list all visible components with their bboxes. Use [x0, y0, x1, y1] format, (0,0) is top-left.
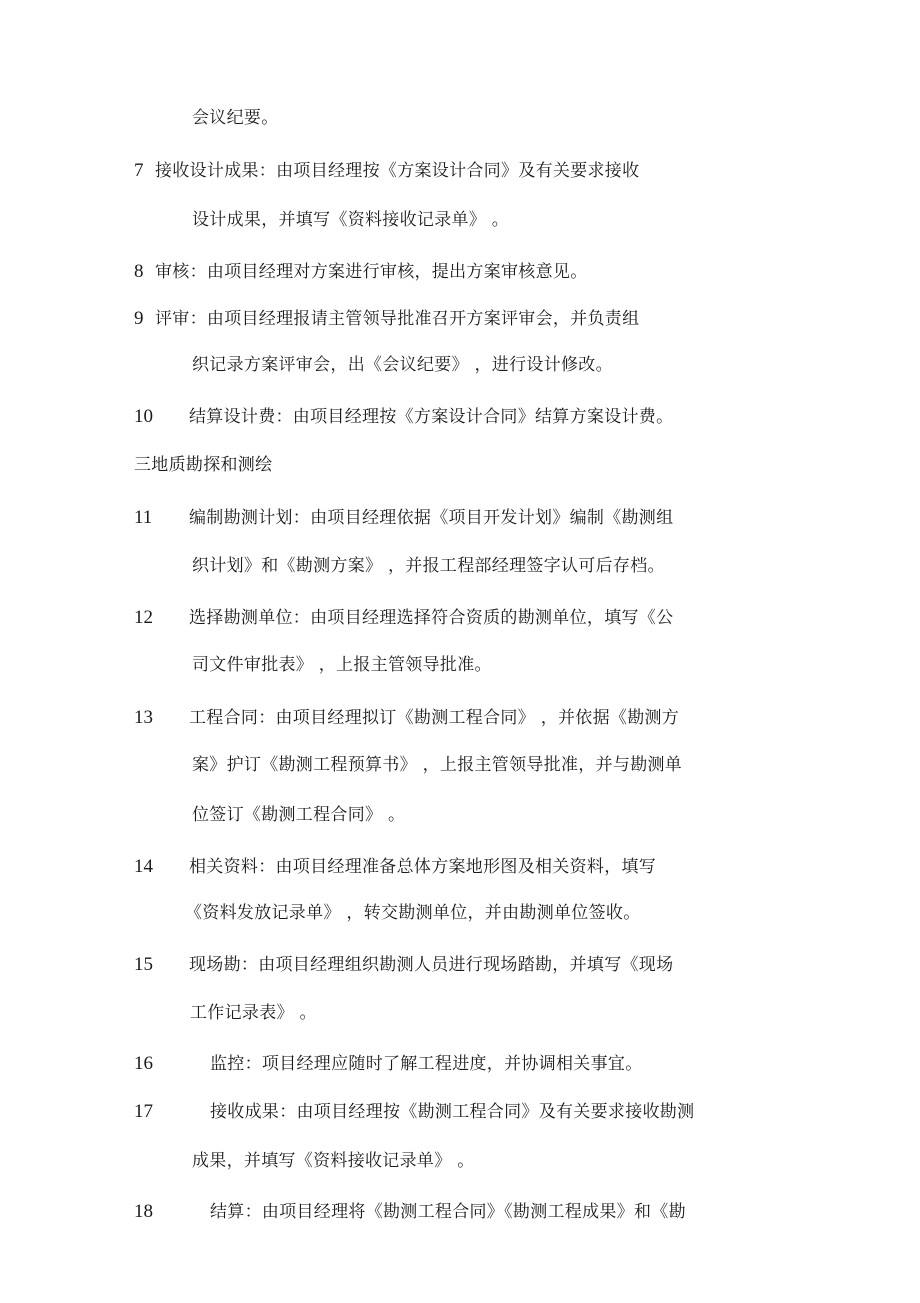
paragraph-line: 《资料发放记录单》 ，转交勘测单位，并由勘测单位签收。 — [185, 903, 641, 923]
paragraph-line: 审核：由项目经理对方案进行审核，提出方案审核意见。 — [155, 262, 588, 282]
paragraph-line: 工程合同：由项目经理拟订《勘测工程合同》 ，并依据《勘测方 — [189, 708, 680, 728]
paragraph-line: 成果，并填写《资料接收记录单》 。 — [192, 1151, 475, 1171]
paragraph-line: 设计成果，并填写《资料接收记录单》 。 — [192, 210, 510, 230]
item-number: 15 — [134, 954, 153, 975]
paragraph-line: 织计划》和《勘测方案》 ，并报工程部经理签字认可后存档。 — [192, 556, 665, 576]
paragraph-line: 织记录方案评审会，出《会议纪要》 ，进行设计修改。 — [192, 355, 613, 375]
paragraph-line: 工作记录表》 。 — [190, 1003, 317, 1023]
paragraph-line: 会议纪要。 — [192, 108, 279, 128]
item-number: 8 — [134, 261, 144, 282]
item-number: 9 — [134, 308, 144, 329]
item-number: 11 — [134, 507, 153, 528]
paragraph-line: 位签订《勘测工程合同》 。 — [192, 805, 406, 825]
item-number: 10 — [134, 406, 153, 427]
item-number: 14 — [134, 856, 153, 877]
item-number: 7 — [134, 160, 144, 181]
item-number: 18 — [134, 1201, 153, 1222]
item-number: 12 — [134, 607, 153, 628]
paragraph-line: 选择勘测单位：由项目经理选择符合资质的勘测单位，填写《公 — [189, 608, 674, 628]
paragraph-line: 结算设计费：由项目经理按《方案设计合同》结算方案设计费。 — [189, 407, 674, 427]
paragraph-line: 监控：项目经理应随时了解工程进度，并协调相关事宜。 — [210, 1054, 643, 1074]
paragraph-line: 编制勘测计划：由项目经理依据《项目开发计划》编制《勘测组 — [189, 508, 674, 528]
item-number: 16 — [134, 1053, 153, 1074]
paragraph-line: 现场勘：由项目经理组织勘测人员进行现场踏勘，并填写《现场 — [189, 955, 674, 975]
paragraph-line: 案》护订《勘测工程预算书》 ，上报主管领导批准，并与勘测单 — [192, 755, 683, 775]
paragraph-line: 接收设计成果：由项目经理按《方案设计合同》及有关要求接收 — [155, 161, 640, 181]
paragraph-line: 相关资料：由项目经理准备总体方案地形图及相关资料，填写 — [189, 857, 657, 877]
paragraph-line: 接收成果：由项目经理按《勘测工程合同》及有关要求接收勘测 — [210, 1102, 695, 1122]
paragraph-line: 司文件审批表》 ，上报主管领导批准。 — [192, 655, 492, 675]
paragraph-line: 结算：由项目经理将《勘测工程合同》《勘测工程成果》和《勘 — [210, 1202, 686, 1222]
section-heading: 三地质勘探和测绘 — [134, 455, 273, 475]
item-number: 17 — [134, 1101, 153, 1122]
item-number: 13 — [134, 707, 153, 728]
paragraph-line: 评审：由项目经理报请主管领导批准召开方案评审会，并负责组 — [155, 309, 640, 329]
